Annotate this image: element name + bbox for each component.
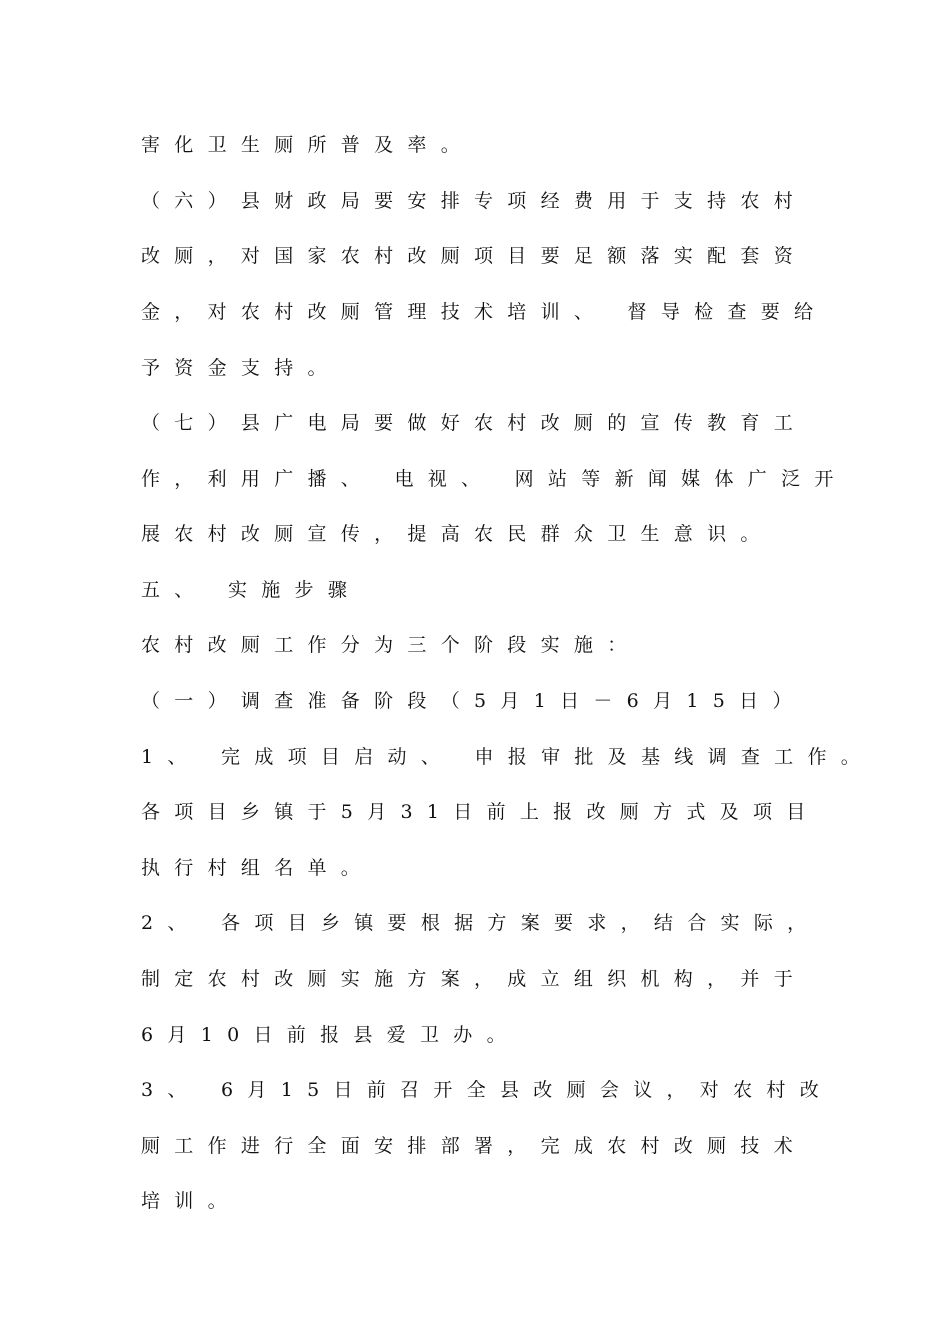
text-line: 厕工作进行全面安排部署，完成农村改厕技术 bbox=[141, 1135, 808, 1157]
text-line: （六）县财政局要安排专项经费用于支持农村 bbox=[141, 190, 808, 212]
text-line: 作，利用广播、 电视、 网站等新闻媒体广泛开 bbox=[141, 468, 848, 490]
text-line: 金，对农村改厕管理技术培训、 督导检查要给 bbox=[141, 301, 828, 323]
text-line: 农村改厕工作分为三个阶段实施： bbox=[141, 634, 641, 656]
text-line: 展农村改厕宣传，提高农民群众卫生意识。 bbox=[141, 523, 774, 545]
text-line: 改厕，对国家农村改厕项目要足额落实配套资 bbox=[141, 245, 808, 267]
text-line: 害化卫生厕所普及率。 bbox=[141, 134, 475, 156]
text-line: （七）县广电局要做好农村改厕的宣传教育工 bbox=[141, 412, 808, 434]
text-line: 各项目乡镇于5月31日前上报改厕方式及项目 bbox=[141, 801, 820, 823]
section-heading: 五、 实施步骤 bbox=[141, 579, 362, 601]
text-line: 3、 6月15日前召开全县改厕会议，对农村改 bbox=[141, 1079, 833, 1101]
subsection-heading: （一）调查准备阶段（5月1日－6月15日） bbox=[141, 690, 806, 712]
text-line: 制定农村改厕实施方案，成立组织机构，并于 bbox=[141, 968, 808, 990]
text-line: 执行村组名单。 bbox=[141, 857, 375, 879]
text-line: 2、 各项目乡镇要根据方案要求，结合实际， bbox=[141, 912, 821, 934]
text-line: 1、 完成项目启动、 申报审批及基线调查工作。 bbox=[141, 746, 875, 768]
text-line: 予资金支持。 bbox=[141, 357, 341, 379]
text-line: 培训。 bbox=[141, 1190, 241, 1212]
text-line: 6月10日前报县爱卫办。 bbox=[141, 1024, 520, 1046]
